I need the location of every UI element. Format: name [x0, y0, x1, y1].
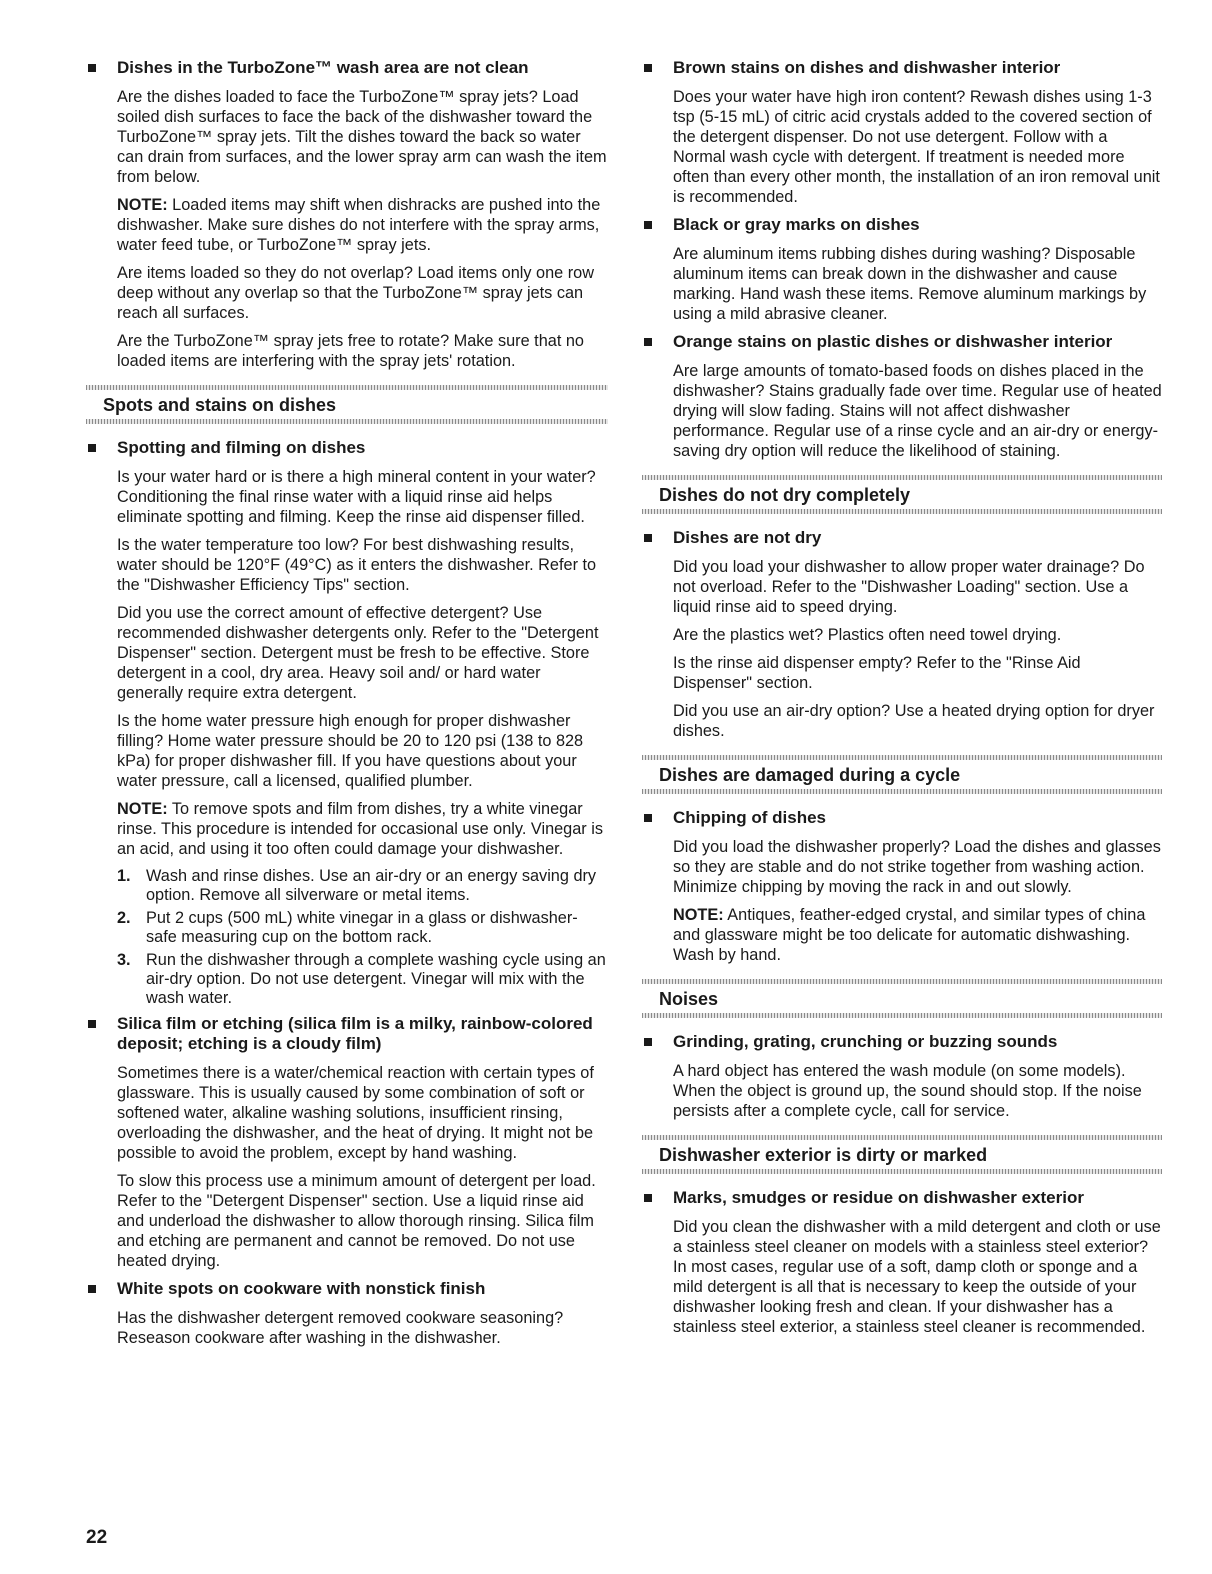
section-header	[642, 979, 1162, 1018]
section-header	[642, 1135, 1162, 1174]
bullet-square-icon	[644, 64, 652, 72]
paragraph: A hard object has entered the wash module (on some models). When the object is ground up, the sound should stop. If the noise persists after a complete cycle, call for service.	[673, 1062, 1142, 1120]
section-rule	[642, 475, 1162, 480]
paragraph: Does your water have high iron content? Rewash dishes using 1-3 tsp (5-15 mL) of citric acid crystals added to the covered section of the detergent dispenser. Do not use detergent. Follow with a Normal wash cycle with detergent. If treatment is needed more often than every other month, the installation of an iron removal unit is recommended.	[673, 88, 1160, 206]
paragraph: Sometimes there is a water/chemical reaction with certain types of glassware. This is usually caused by some combination of soft or softened water, alkaline washing solutions, insufficient rinsing, overloading the dishwasher, and the heat of drying. It might not be possible to avoid the problem, except by hand washing.	[117, 1064, 594, 1162]
paragraph: Are the plastics wet? Plastics often need towel drying.	[673, 626, 1062, 644]
left-column	[86, 58, 608, 1356]
bullet-heading: Dishes are not dry	[642, 528, 1162, 548]
section-header	[86, 385, 608, 424]
numbered-steps	[117, 867, 608, 1008]
section-rule	[642, 509, 1162, 514]
bullet-square-icon	[88, 64, 96, 72]
paragraph: Did you load your dishwasher to allow proper water drainage? Do not overload. Refer to the "Dishwasher Loading" section. Use a liquid rinse aid to speed drying.	[673, 558, 1145, 616]
section-header	[642, 755, 1162, 794]
section-rule	[642, 1169, 1162, 1174]
note-label: NOTE:	[117, 196, 168, 214]
bullet-heading: White spots on cookware with nonstick finish	[86, 1279, 608, 1299]
paragraph: Did you use an air-dry option? Use a heated drying option for dryer dishes.	[673, 702, 1155, 740]
note-label: NOTE:	[673, 906, 724, 924]
section-title: Noises	[659, 989, 719, 1009]
paragraph: Is the water temperature too low? For best dishwashing results, water should be 120°F (49°C) as it enters the dishwasher. Refer to the "Dishwasher Efficiency Tips" section.	[117, 536, 597, 594]
bullet-square-icon	[644, 1194, 652, 1202]
bullet-square-icon	[88, 1285, 96, 1293]
bullet-heading: Chipping of dishes	[642, 808, 1162, 828]
bullet-heading: Brown stains on dishes and dishwasher interior	[642, 58, 1162, 78]
bullet-square-icon	[644, 814, 652, 822]
note-paragraph: NOTE: To remove spots and film from dishes, try a white vinegar rinse. This procedure is intended for occasional use only. Vinegar is an acid, and using it too often could damage your dishwasher.	[117, 800, 603, 858]
paragraph: Did you use the correct amount of effective detergent? Use recommended dishwasher detergents only. Refer to the "Detergent Dispenser" section. Detergent must be fresh to be effective. Store detergent in a cool, dry area. Heavy soil and/ or hard water generally require extra detergent.	[117, 604, 599, 702]
step-item: 3. Run the dishwasher through a complete washing cycle using an air-dry option. Do not use detergent. Vinegar will mix with the wash water.	[117, 951, 606, 1007]
right-column	[642, 58, 1162, 1345]
section-rule	[642, 1135, 1162, 1140]
note-label: NOTE:	[117, 800, 168, 818]
section-title: Dishwasher exterior is dirty or marked	[659, 1145, 988, 1165]
section-title: Dishes are damaged during a cycle	[659, 765, 961, 785]
paragraph: Is the home water pressure high enough for proper dishwasher filling? Home water pressure should be 20 to 120 psi (138 to 828 kPa) for proper dishwasher fill. If you have questions about your water pressure, call a licensed, qualified plumber.	[117, 712, 584, 790]
note-paragraph: NOTE: Loaded items may shift when dishracks are pushed into the dishwasher. Make sure dishes do not interfere with the spray arms, water feed tube, or TurboZone™ spray jets.	[117, 196, 601, 254]
paragraph: Are the TurboZone™ spray jets free to rotate? Make sure that no loaded items are interfering with the spray jets' rotation.	[117, 332, 584, 370]
section-rule	[86, 385, 608, 390]
paragraph: Are large amounts of tomato-based foods on dishes placed in the dishwasher? Stains gradually fade over time. Regular use of heated drying will slow fading. Stains will not affect dishwasher performance. Regular use of a rinse cycle and an air-dry or energy-saving dry option will reduce the likelihood of staining.	[673, 362, 1162, 460]
section-rule	[86, 419, 608, 424]
bullet-heading: Spotting and filming on dishes	[86, 438, 608, 458]
bullet-heading: Grinding, grating, crunching or buzzing sounds	[642, 1032, 1162, 1052]
section-rule	[642, 979, 1162, 984]
bullet-square-icon	[88, 1020, 96, 1028]
paragraph: Are the dishes loaded to face the TurboZone™ spray jets? Load soiled dish surfaces to face the back of the dishwasher toward the TurboZone™ spray jets. Tilt the dishes toward the back so water can drain from surfaces, and the lower spray arm can wash the item from below.	[117, 88, 607, 186]
bullet-heading: Black or gray marks on dishes	[642, 215, 1162, 235]
paragraph: To slow this process use a minimum amount of detergent per load. Refer to the "Detergent Dispenser" section. Use a liquid rinse aid and underload the dishwasher to allow thorough rinsing. Silica film and etching are permanent and cannot be removed. Do not use heated drying.	[117, 1172, 596, 1270]
paragraph: Is the rinse aid dispenser empty? Refer to the "Rinse Aid Dispenser" section.	[673, 654, 1081, 692]
paragraph: Did you clean the dishwasher with a mild detergent and cloth or use a stainless steel cleaner on models with a stainless steel exterior? In most cases, regular use of a soft, damp cloth or sponge and a mild detergent is all that is necessary to keep the outside of your dishwasher looking fresh and clean. If your dishwasher has a stainless steel exterior, a stainless steel cleaner is recommended.	[673, 1218, 1161, 1336]
paragraph: Is your water hard or is there a high mineral content in your water? Conditioning the final rinse water with a liquid rinse aid helps eliminate spotting and filming. Keep the rinse aid dispenser filled.	[117, 468, 596, 526]
page-number: 22	[86, 1527, 108, 1548]
bullet-square-icon	[644, 221, 652, 229]
paragraph: Did you load the dishwasher properly? Load the dishes and glasses so they are stable and do not strike together from washing action. Minimize chipping by moving the rack in and out slowly.	[673, 838, 1161, 896]
bullet-heading: Silica film or etching (silica film is a milky, rainbow-colored deposit; etching is a cloudy film)	[86, 1014, 608, 1054]
paragraph: Are aluminum items rubbing dishes during washing? Disposable aluminum items can break down in the dishwasher and cause marking. Hand wash these items. Remove aluminum markings by using a mild abrasive cleaner.	[673, 245, 1147, 323]
section-header	[642, 475, 1162, 514]
step-item: 2. Put 2 cups (500 mL) white vinegar in a glass or dishwasher-safe measuring cup on the bottom rack.	[117, 909, 578, 946]
bullet-heading: Orange stains on plastic dishes or dishwasher interior	[642, 332, 1162, 352]
section-rule	[642, 789, 1162, 794]
paragraph: Are items loaded so they do not overlap? Load items only one row deep without any overlap so that the TurboZone™ spray jets can reach all surfaces.	[117, 264, 594, 322]
paragraph: Has the dishwasher detergent removed cookware seasoning? Reseason cookware after washing in the dishwasher.	[117, 1309, 564, 1347]
bullet-heading: Marks, smudges or residue on dishwasher exterior	[642, 1188, 1162, 1208]
bullet-square-icon	[644, 338, 652, 346]
bullet-square-icon	[644, 1038, 652, 1046]
bullet-square-icon	[88, 444, 96, 452]
bullet-square-icon	[644, 534, 652, 542]
section-title: Spots and stains on dishes	[103, 395, 337, 415]
bullet-heading: Dishes in the TurboZone™ wash area are not clean	[86, 58, 608, 78]
step-item: 1. Wash and rinse dishes. Use an air-dry or an energy saving dry option. Remove all silverware or metal items.	[117, 867, 597, 904]
section-title: Dishes do not dry completely	[659, 485, 911, 505]
note-paragraph: NOTE: Antiques, feather-edged crystal, and similar types of china and glassware might be too delicate for automatic dishwashing. Wash by hand.	[673, 906, 1146, 964]
section-rule	[642, 755, 1162, 760]
section-rule	[642, 1013, 1162, 1018]
